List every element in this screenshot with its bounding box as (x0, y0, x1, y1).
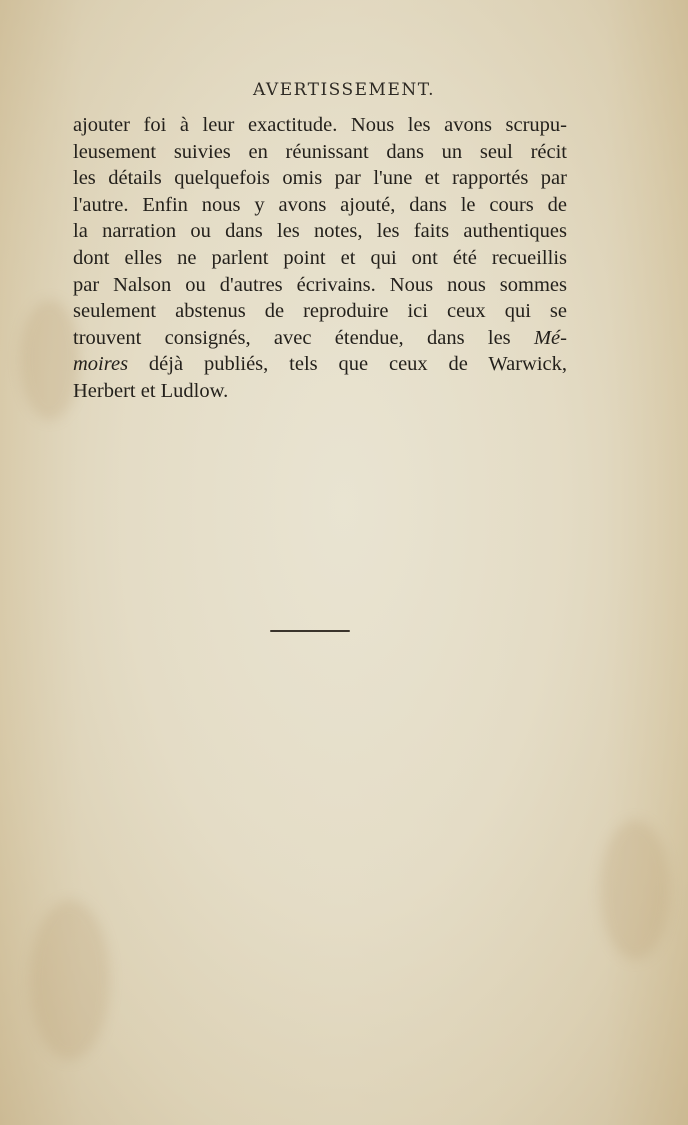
text-line: par Nalson ou d'autres écrivains. Nous nous sommes (73, 273, 567, 296)
text-line-segment: trouvent consignés, avec étendue, dans les (73, 326, 511, 349)
italic-word: Mé- (533, 326, 567, 349)
text-line: leusement suivies en réunissant dans un seul récit (73, 140, 567, 163)
text-line (73, 325, 567, 352)
section-rule (270, 630, 350, 632)
text-line: la narration ou dans les notes, les faits authentiques (73, 220, 567, 243)
paper-stain (30, 900, 110, 1060)
text-line: les détails quelquefois omis par l'une et rapportés par (73, 167, 567, 190)
text-line: dont elles ne parlent point et qui ont été recueillis (73, 246, 567, 269)
running-head: AVERTISSEMENT. (252, 80, 435, 100)
text-line: Herbert et Ludlow. (73, 379, 229, 402)
text-line: seulement abstenus de reproduire ici ceux qui se (73, 300, 567, 323)
body-text (73, 112, 567, 405)
text-line (73, 351, 567, 378)
paper-stain (20, 300, 80, 420)
text-line: l'autre. Enfin nous y avons ajouté, dans le cours de (73, 193, 567, 216)
text-line: ajouter foi à leur exactitude. Nous les avons scrupu- (73, 114, 567, 136)
paper-stain (600, 820, 670, 960)
italic-word: moires (73, 353, 129, 376)
text-line-segment: déjà publiés, tels que ceux de Warwick, (148, 353, 567, 376)
